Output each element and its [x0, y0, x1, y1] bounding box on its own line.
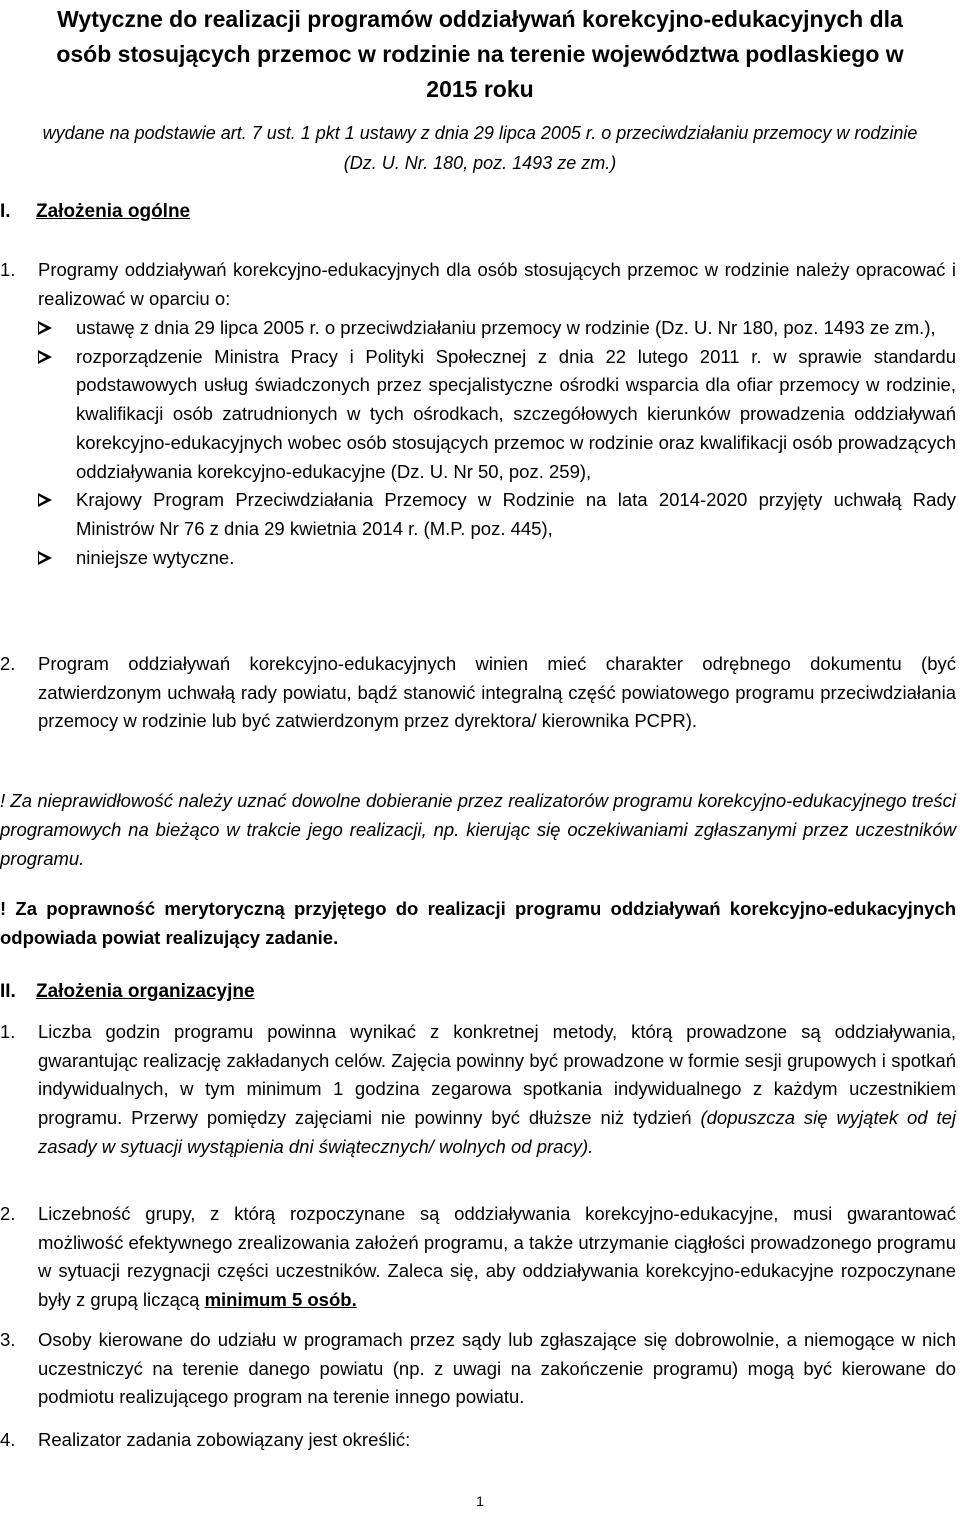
list-item [38, 314, 956, 343]
arrow-bullet-icon [38, 551, 52, 565]
page-number: 1 [476, 1493, 484, 1509]
document-title [0, 2, 960, 107]
list-item [38, 343, 956, 487]
section-1-paragraph-2 [0, 650, 956, 736]
paragraph-text: Liczba godzin programu powinna wynikać z konkretnej metody, którą prowadzone są oddziaływania, gwarantując realizację zakładanych celów. Zajęcia powinny być prowadzone w formie sesji grupowych i spotkań indywidualnych, w tym minimum 1 godzina zegarowa spotkania indywidualnego z każdym uczestnikiem programu. Przerwy pomiędzy zajęciami nie powinny być dłuższe niż tydzień [38, 1021, 956, 1129]
title-line-2: osób stosujących przemoc w rodzinie na terenie województwa podlaskiego w [56, 41, 904, 67]
paragraph-number: 1. [0, 259, 16, 280]
subtitle-line-1: wydane na podstawie art. 7 ust. 1 pkt 1 ustawy z dnia 29 lipca 2005 r. o przeciwdziałaniu przemocy w rodzinie [42, 123, 918, 143]
list-item [38, 544, 956, 573]
arrow-bullet-icon [38, 350, 52, 364]
note-bold: ! Za poprawność merytoryczną przyjętego do realizacji programu oddziaływań korekcyjno-edukacyjnych odpowiada powiat realizujący zadanie. [0, 898, 956, 948]
paragraph-text-emphasis: minimum 5 osób. [204, 1289, 357, 1311]
paragraph-number: 1. [0, 1021, 16, 1042]
paragraph-text: Programy oddziaływań korekcyjno-edukacyjnych dla osób stosujących przemoc w rodzinie należy opracować i realizować w oparciu o: [38, 259, 956, 309]
section-1-heading [0, 200, 190, 224]
title-line-1: Wytyczne do realizacji programów oddziaływań korekcyjno-edukacyjnych dla [57, 6, 903, 32]
paragraph-text: Realizator zadania zobowiązany jest określić: [38, 1429, 411, 1450]
section-1-label: Założenia ogólne [36, 201, 191, 222]
legal-basis-list [38, 314, 956, 572]
section-1-number: I. [0, 201, 11, 222]
title-line-3: 2015 roku [426, 76, 534, 102]
paragraph-text: Program oddziaływań korekcyjno-edukacyjnych winien mieć charakter odrębnego dokumentu (być zatwierdzonym uchwałą rady powiatu, bądź stanowić integralną część powiatowego programu przeciwdziałania przemocy w rodzinie lub być zatwierdzonym przez dyrektora/ kierownika PCPR). [38, 653, 956, 732]
paragraph-text: Liczebność grupy, z którą rozpoczynane są oddziaływania korekcyjno-edukacyjne, musi gwarantować możliwość efektywnego zrealizowania założeń programu, a także utrzymanie ciągłości prowadzonego programu w sytuacji rezygnacji części uczestników. Zaleca się, aby oddziaływania korekcyjno-edukacyjne rozpoczynane były z grupą liczącą [38, 1203, 956, 1311]
list-item-text: Krajowy Program Przeciwdziałania Przemocy w Rodzinie na lata 2014-2020 przyjęty uchwałą Rady Ministrów Nr 76 z dnia 29 kwietnia 2014 r. (M.P. poz. 445), [76, 489, 956, 539]
section-2-paragraph-1 [0, 1018, 956, 1162]
paragraph-number: 2. [0, 653, 16, 674]
paragraph-number: 3. [0, 1329, 16, 1350]
section-2-paragraph-2 [0, 1200, 956, 1315]
arrow-bullet-icon [38, 493, 52, 507]
paragraph-text-italic: (dopuszcza się wyjątek od tej zasady w sytuacji wystąpienia dni świątecznych/ wolnych od pracy). [38, 1107, 956, 1157]
section-2-paragraph-4 [0, 1426, 956, 1455]
list-item-text: niniejsze wytyczne. [76, 546, 235, 568]
paragraph-text: Osoby kierowane do udziału w programach przez sądy lub zgłaszające się dobrowolnie, a niemogące w nich uczestniczyć na terenie danego powiatu (np. z uwagi na zakończenie programu) mogą być kierowane do podmiotu realizującego program na terenie innego powiatu. [38, 1329, 956, 1408]
arrow-bullet-icon [38, 321, 52, 335]
document-subtitle [0, 118, 960, 178]
section-2-paragraph-3 [0, 1326, 956, 1412]
list-item-text: rozporządzenie Ministra Pracy i Polityki Społecznej z dnia 22 lutego 2011 r. w sprawie standardu podstawowych usług świadczonych przez specjalistyczne ośrodki wsparcia dla ofiar przemocy w rodzinie, kwalifikacji osób zatrudnionych w tych ośrodkach, szczegółowych kierunków prowadzenia oddziaływań korekcyjno-edukacyjnych wobec osób stosujących przemoc w rodzinie oraz kwalifikacji osób prowadzących oddziaływania korekcyjno-edukacyjne (Dz. U. Nr 50, poz. 259), [76, 345, 956, 482]
subtitle-line-2: (Dz. U. Nr. 180, poz. 1493 ze zm.) [343, 153, 617, 173]
section-2-heading [0, 980, 255, 1004]
section-1-paragraph-1 [0, 256, 956, 313]
section-2-number: II. [0, 981, 16, 1002]
list-item-text: ustawę z dnia 29 lipca 2005 r. o przeciwdziałaniu przemocy w rodzinie (Dz. U. Nr 180, poz. 1493 ze zm.), [76, 317, 936, 338]
paragraph-number: 2. [0, 1203, 16, 1224]
note-italic: ! Za nieprawidłowość należy uznać dowolne dobieranie przez realizatorów programu korekcyjno-edukacyjnego treści programowych na bieżąco w trakcie jego realizacji, np. kierując się oczekiwaniami zgłaszanymi przez uczestników programu. [0, 790, 956, 869]
section-2-label: Założenia organizacyjne [36, 981, 255, 1002]
list-item [38, 486, 956, 543]
paragraph-number: 4. [0, 1429, 16, 1450]
